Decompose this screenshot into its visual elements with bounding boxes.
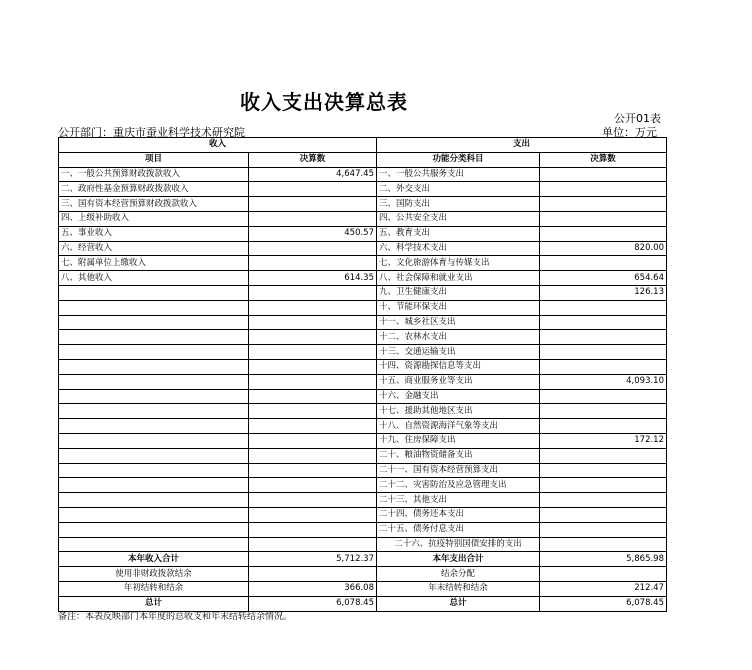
income-item-cell bbox=[59, 330, 249, 345]
expense-amount-cell bbox=[540, 404, 667, 419]
income-amount-cell: 450.57 bbox=[249, 226, 377, 241]
income-amount-cell bbox=[249, 493, 377, 508]
summary-income-amount: 366.08 bbox=[249, 581, 377, 596]
expense-item-cell: 二十三、其他支出 bbox=[377, 493, 540, 508]
summary-expense-amount: 212.47 bbox=[540, 581, 667, 596]
income-amount-cell bbox=[249, 448, 377, 463]
expense-item-cell: 一、一般公共服务支出 bbox=[377, 167, 540, 182]
expense-amount-cell bbox=[540, 463, 667, 478]
table-row bbox=[59, 433, 667, 448]
income-amount-cell bbox=[249, 433, 377, 448]
income-item-cell: 六、经营收入 bbox=[59, 241, 249, 256]
expense-amount-cell bbox=[540, 330, 667, 345]
report-title: 收入支出决算总表 bbox=[240, 90, 408, 114]
income-expense-table bbox=[58, 137, 667, 612]
income-item-cell bbox=[59, 493, 249, 508]
footnote: 备注：本表反映部门本年度的总收支和年末结转结余情况。 bbox=[58, 612, 293, 622]
table-row bbox=[59, 537, 667, 552]
summary-income-label: 使用非财政拨款结余 bbox=[59, 567, 249, 582]
expense-amount-cell bbox=[540, 389, 667, 404]
item-column-header: 项目 bbox=[59, 152, 249, 167]
income-amount-cell bbox=[249, 256, 377, 271]
income-item-cell: 八、其他收入 bbox=[59, 271, 249, 286]
table-row bbox=[59, 315, 667, 330]
table-row bbox=[59, 478, 667, 493]
income-item-cell bbox=[59, 374, 249, 389]
func-item-column-header: 功能分类科目 bbox=[377, 152, 540, 167]
income-amount-cell bbox=[249, 404, 377, 419]
table-row bbox=[59, 345, 667, 360]
income-amount-cell bbox=[249, 359, 377, 374]
expense-item-cell: 二十一、国有资本经营预算支出 bbox=[377, 463, 540, 478]
summary-row bbox=[59, 552, 667, 567]
table-row bbox=[59, 389, 667, 404]
table-row bbox=[59, 271, 667, 286]
income-item-cell bbox=[59, 507, 249, 522]
section-header-row bbox=[59, 138, 667, 153]
table-row bbox=[59, 241, 667, 256]
expense-item-cell: 十七、援助其他地区支出 bbox=[377, 404, 540, 419]
summary-expense-label: 本年支出合计 bbox=[377, 552, 540, 567]
department-label: 公开部门：重庆市蚕业科学技术研究院 bbox=[58, 126, 245, 139]
expense-amount-cell bbox=[540, 522, 667, 537]
income-amount-cell bbox=[249, 211, 377, 226]
expense-amount-cell: 820.00 bbox=[540, 241, 667, 256]
expense-amount-cell bbox=[540, 493, 667, 508]
income-amount-cell bbox=[249, 315, 377, 330]
table-row bbox=[59, 493, 667, 508]
expense-item-cell: 十三、交通运输支出 bbox=[377, 345, 540, 360]
summary-row bbox=[59, 567, 667, 582]
expense-item-cell: 十、节能环保支出 bbox=[377, 300, 540, 315]
income-amount-cell: 4,647.45 bbox=[249, 167, 377, 182]
expense-amount-cell: 172.12 bbox=[540, 433, 667, 448]
table-row bbox=[59, 300, 667, 315]
summary-income-amount: 5,712.37 bbox=[249, 552, 377, 567]
summary-expense-amount bbox=[540, 567, 667, 582]
income-item-cell bbox=[59, 285, 249, 300]
table-row bbox=[59, 522, 667, 537]
income-item-cell bbox=[59, 522, 249, 537]
income-amount-column-header: 决算数 bbox=[249, 152, 377, 167]
income-amount-cell bbox=[249, 285, 377, 300]
expense-amount-cell bbox=[540, 478, 667, 493]
table-row bbox=[59, 167, 667, 182]
expense-amount-cell bbox=[540, 211, 667, 226]
table-row bbox=[59, 374, 667, 389]
expense-section-header: 支出 bbox=[377, 138, 667, 153]
expense-amount-cell bbox=[540, 345, 667, 360]
table-summary bbox=[59, 552, 667, 611]
income-amount-cell bbox=[249, 537, 377, 552]
table-body bbox=[59, 167, 667, 552]
income-amount-cell bbox=[249, 507, 377, 522]
expense-item-cell: 八、社会保障和就业支出 bbox=[377, 271, 540, 286]
table-row bbox=[59, 226, 667, 241]
expense-amount-cell bbox=[540, 315, 667, 330]
expense-item-cell: 九、卫生健康支出 bbox=[377, 285, 540, 300]
expense-item-cell: 二十五、债务付息支出 bbox=[377, 522, 540, 537]
income-item-cell bbox=[59, 315, 249, 330]
income-item-cell: 一、一般公共预算财政拨款收入 bbox=[59, 167, 249, 182]
expense-item-cell: 十六、金融支出 bbox=[377, 389, 540, 404]
income-item-cell bbox=[59, 300, 249, 315]
income-item-cell bbox=[59, 389, 249, 404]
expense-amount-cell bbox=[540, 197, 667, 212]
summary-expense-amount: 5,865.98 bbox=[540, 552, 667, 567]
expense-amount-cell bbox=[540, 448, 667, 463]
expense-item-cell: 五、教育支出 bbox=[377, 226, 540, 241]
income-section-header: 收入 bbox=[59, 138, 377, 153]
summary-income-amount: 6,078.45 bbox=[249, 596, 377, 611]
income-item-cell: 四、上级补助收入 bbox=[59, 211, 249, 226]
expense-amount-cell: 654.64 bbox=[540, 271, 667, 286]
income-amount-cell bbox=[249, 478, 377, 493]
income-item-cell: 七、附属单位上缴收入 bbox=[59, 256, 249, 271]
income-item-cell: 五、事业收入 bbox=[59, 226, 249, 241]
expense-item-cell: 十八、自然资源海洋气象等支出 bbox=[377, 419, 540, 434]
unit-label: 单位：万元 bbox=[602, 126, 657, 139]
expense-amount-cell bbox=[540, 182, 667, 197]
expense-amount-cell: 126.13 bbox=[540, 285, 667, 300]
expense-item-cell: 十二、农林水支出 bbox=[377, 330, 540, 345]
summary-income-label: 年初结转和结余 bbox=[59, 581, 249, 596]
income-amount-cell bbox=[249, 241, 377, 256]
expense-item-cell: 十四、资源勘探信息等支出 bbox=[377, 359, 540, 374]
table-row bbox=[59, 419, 667, 434]
table-row bbox=[59, 211, 667, 226]
expense-item-cell: 四、公共安全支出 bbox=[377, 211, 540, 226]
summary-expense-amount: 6,078.45 bbox=[540, 596, 667, 611]
table-row bbox=[59, 359, 667, 374]
income-item-cell: 三、国有资本经营预算财政拨款收入 bbox=[59, 197, 249, 212]
expense-amount-cell bbox=[540, 300, 667, 315]
summary-expense-label: 结余分配 bbox=[377, 567, 540, 582]
expense-item-cell: 六、科学技术支出 bbox=[377, 241, 540, 256]
expense-amount-cell bbox=[540, 359, 667, 374]
table-row bbox=[59, 448, 667, 463]
expense-item-cell: 十五、商业服务业等支出 bbox=[377, 374, 540, 389]
income-item-cell bbox=[59, 345, 249, 360]
income-amount-cell bbox=[249, 374, 377, 389]
income-amount-cell: 614.35 bbox=[249, 271, 377, 286]
income-item-cell bbox=[59, 537, 249, 552]
table-row bbox=[59, 197, 667, 212]
income-item-cell bbox=[59, 463, 249, 478]
table-row bbox=[59, 182, 667, 197]
income-amount-cell bbox=[249, 197, 377, 212]
summary-expense-label: 总计 bbox=[377, 596, 540, 611]
table-row bbox=[59, 285, 667, 300]
expense-amount-cell bbox=[540, 537, 667, 552]
income-item-cell bbox=[59, 359, 249, 374]
income-amount-cell bbox=[249, 522, 377, 537]
expense-item-cell: 二、外交支出 bbox=[377, 182, 540, 197]
expense-amount-cell bbox=[540, 507, 667, 522]
expense-item-cell: 十一、城乡社区支出 bbox=[377, 315, 540, 330]
expense-item-cell: 三、国防支出 bbox=[377, 197, 540, 212]
table-row bbox=[59, 330, 667, 345]
income-amount-cell bbox=[249, 330, 377, 345]
expense-item-cell: 七、文化旅游体育与传媒支出 bbox=[377, 256, 540, 271]
income-item-cell bbox=[59, 448, 249, 463]
form-number: 公开01表 bbox=[614, 112, 661, 125]
income-amount-cell bbox=[249, 182, 377, 197]
expense-amount-cell bbox=[540, 419, 667, 434]
table-row bbox=[59, 256, 667, 271]
income-amount-cell bbox=[249, 419, 377, 434]
expense-item-cell: 十九、住房保障支出 bbox=[377, 433, 540, 448]
expense-item-cell: 二十、粮油物资储备支出 bbox=[377, 448, 540, 463]
column-header-row bbox=[59, 152, 667, 167]
income-item-cell bbox=[59, 433, 249, 448]
table-row bbox=[59, 404, 667, 419]
income-amount-cell bbox=[249, 389, 377, 404]
expense-amount-column-header: 决算数 bbox=[540, 152, 667, 167]
summary-expense-label: 年末结转和结余 bbox=[377, 581, 540, 596]
table-row bbox=[59, 463, 667, 478]
income-item-cell bbox=[59, 478, 249, 493]
expense-amount-cell bbox=[540, 226, 667, 241]
expense-item-cell: 二十四、债务还本支出 bbox=[377, 507, 540, 522]
income-item-cell: 二、政府性基金预算财政拨款收入 bbox=[59, 182, 249, 197]
summary-income-label: 本年收入合计 bbox=[59, 552, 249, 567]
income-amount-cell bbox=[249, 463, 377, 478]
expense-amount-cell bbox=[540, 256, 667, 271]
income-amount-cell bbox=[249, 300, 377, 315]
summary-income-label: 总计 bbox=[59, 596, 249, 611]
summary-income-amount bbox=[249, 567, 377, 582]
expense-amount-cell bbox=[540, 167, 667, 182]
summary-row bbox=[59, 581, 667, 596]
expense-item-cell: 二十六、抗疫特别国债安排的支出 bbox=[377, 537, 540, 552]
expense-amount-cell: 4,093.10 bbox=[540, 374, 667, 389]
income-amount-cell bbox=[249, 345, 377, 360]
income-item-cell bbox=[59, 419, 249, 434]
expense-item-cell: 二十二、灾害防治及应急管理支出 bbox=[377, 478, 540, 493]
table-row bbox=[59, 507, 667, 522]
income-item-cell bbox=[59, 404, 249, 419]
